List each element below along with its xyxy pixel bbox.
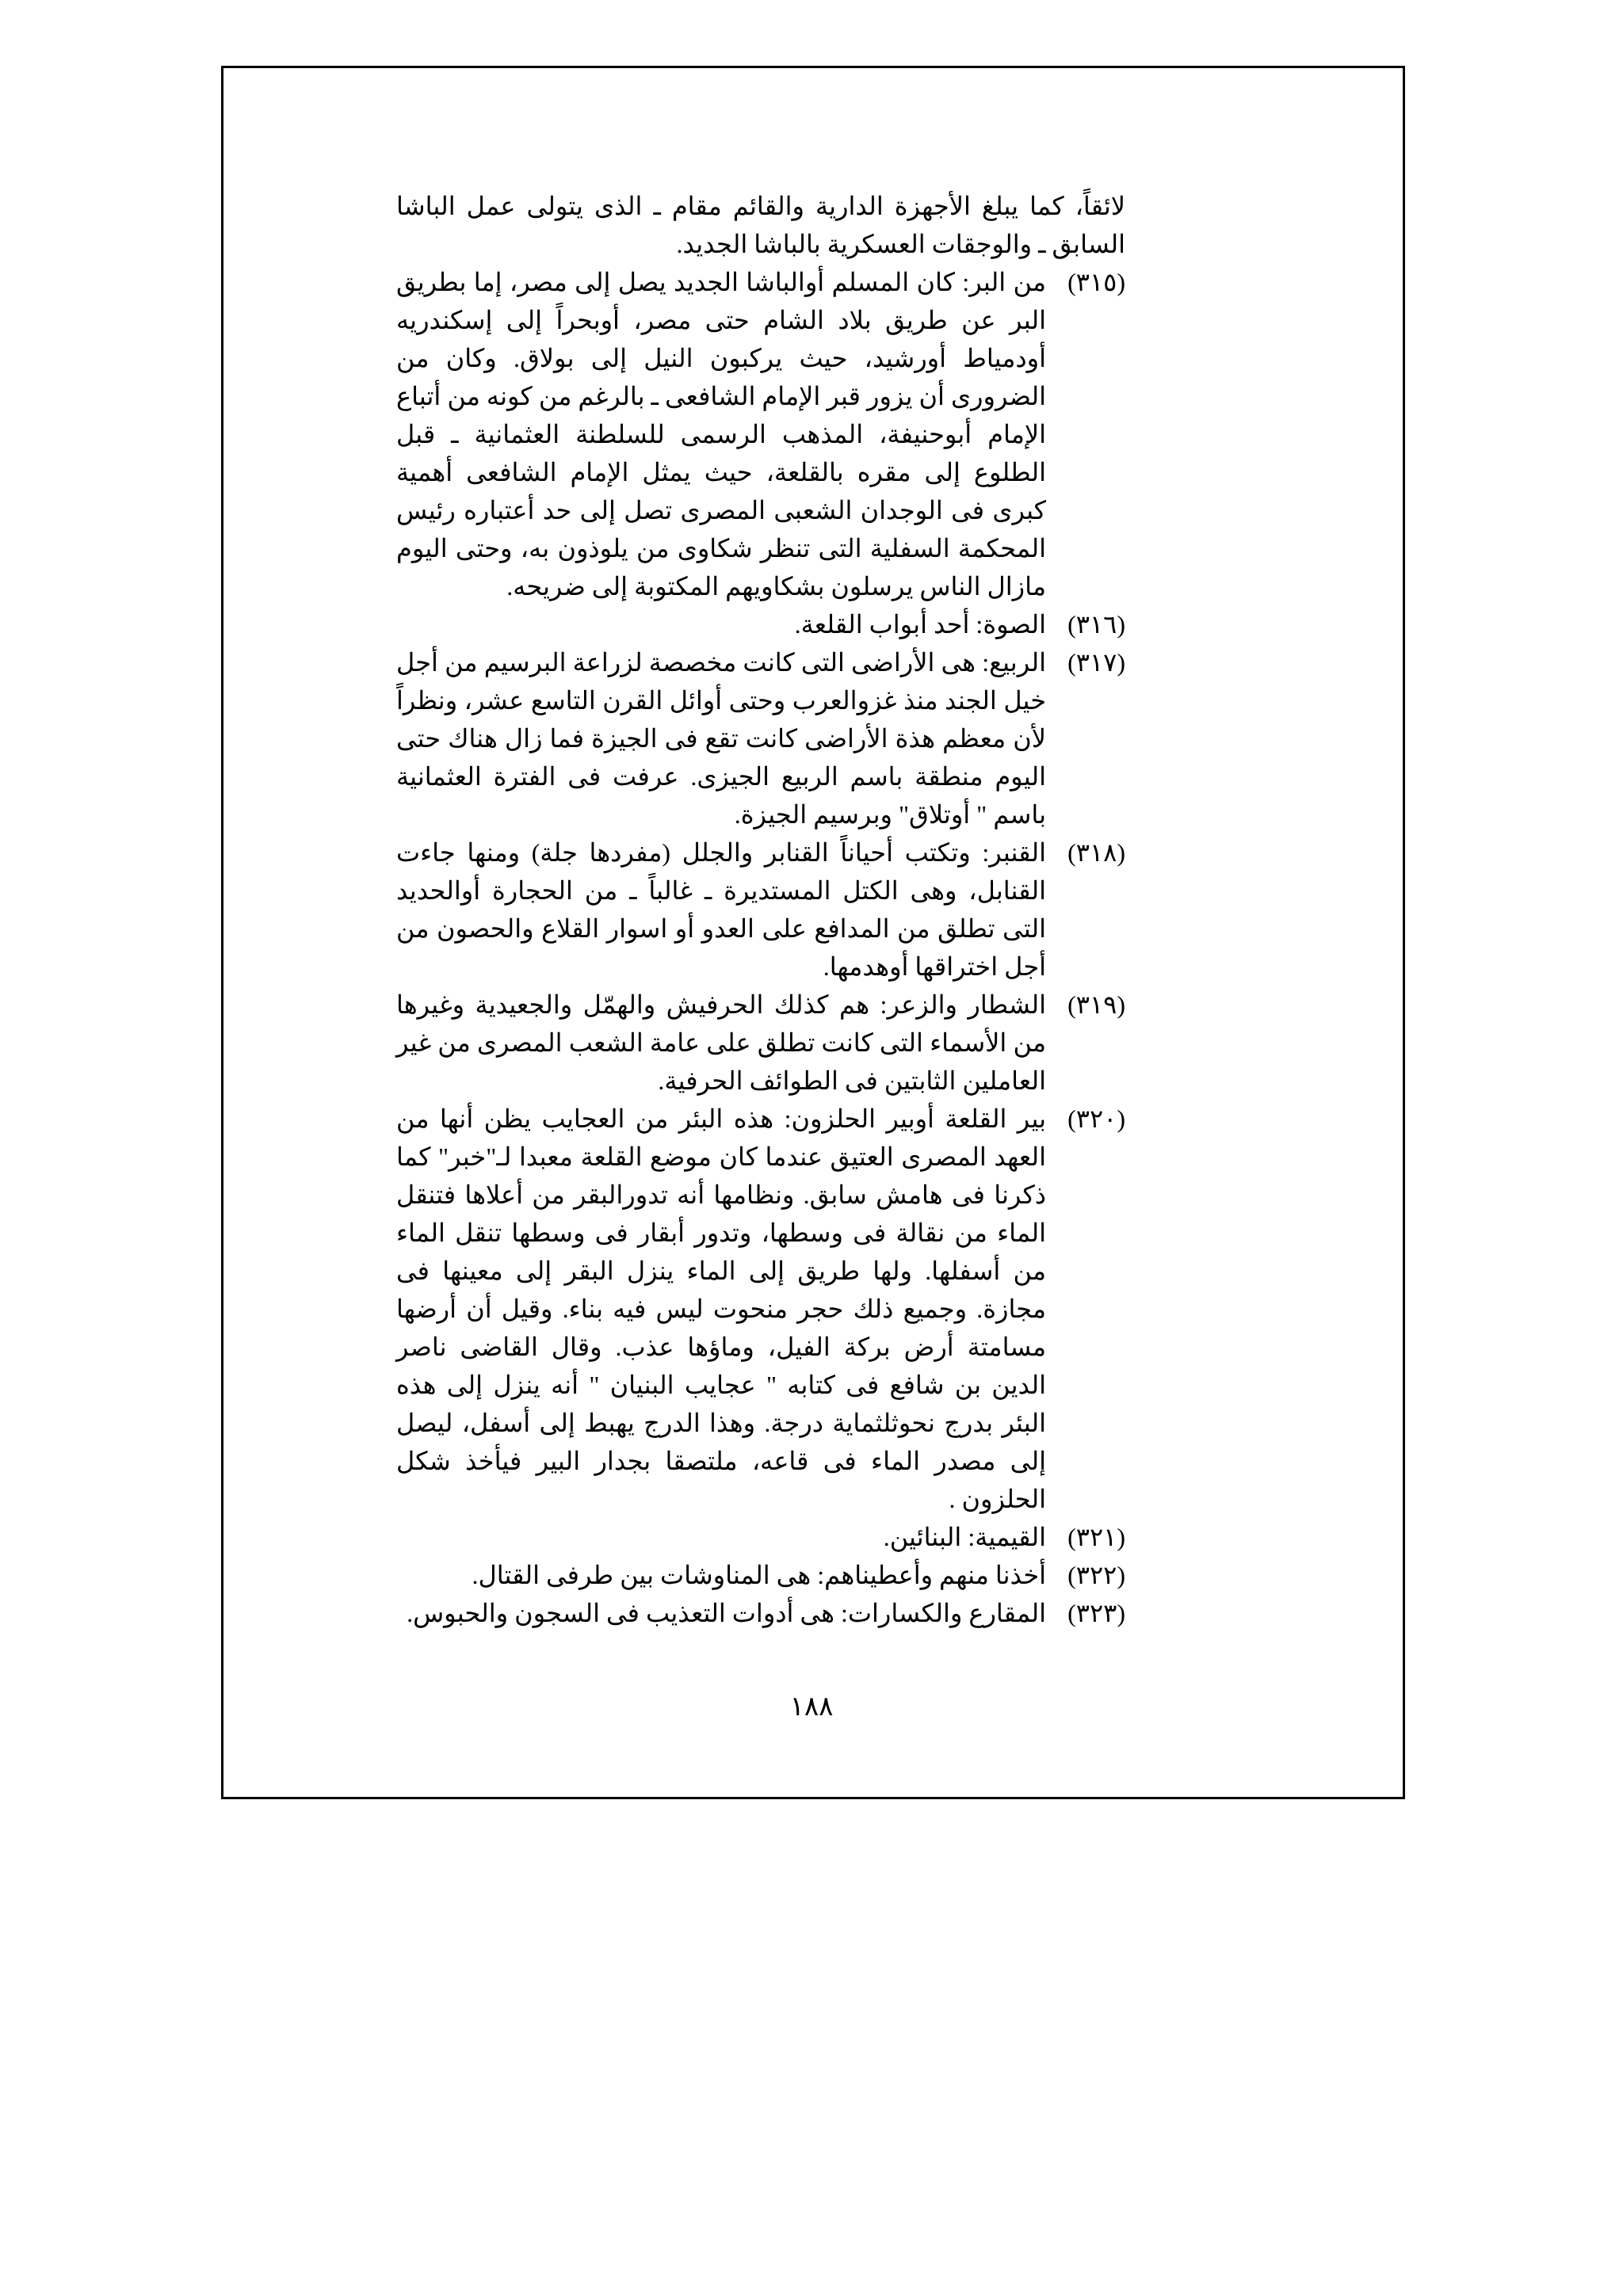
footnote-text: الشطار والزعر: هم كذلك الحرفيش والهمّل والجعيدية وغيرها من الأسماء التى كانت تطلق على عامة الشعب المصرى من غير العاملين الثابتين فى الطوائف الحرفية. (396, 990, 1047, 1095)
footnote-text: من البر: كان المسلم أوالباشا الجديد يصل إلى مصر، إما بطريق البر عن طريق بلاد الشام حتى مصر، أوبحراً إلى إسكندريه أودمياط أورشيد، حيث يركبون النيل إلى بولاق. وكان من الضرورى أن يزور قبر الإمام الشافعى ـ بالرغم من كونه من أتباع الإمام أبوحنيفة، المذهب الرسمى للسلطنة العثمانية ـ قبل الطلوع إلى مقره بالقلعة، حيث يمثل الإمام الشافعى أهمية كبرى فى الوجدان الشعبى المصرى تصل إلى حد أعتباره رئيس المحكمة السفلية التى تنظر شكاوى من يلوذون به، وحتى اليوم مازال الناس يرسلون بشكاويهم المكتوبة إلى ضريحه. (396, 268, 1047, 601)
footnote-text: القيمية: البنائين. (883, 1523, 1046, 1551)
footnote-number: (٣١٩) (1067, 990, 1125, 1019)
intro-text: لائقاً، كما يبلغ الأجهزة الدارية والقائم مقام ـ الذى يتولى عمل الباشا السابق ـ والوجقات العسكرية بالباشا الجديد. (396, 192, 1125, 258)
footnote-318 (396, 833, 1125, 986)
footnote-number: (٣٢٢) (1067, 1561, 1125, 1589)
footnote-text: الربيع: هى الأراضى التى كانت مخصصة لزراعة البرسيم من أجل خيل الجند منذ غزوالعرب وحتى أوائل القرن التاسع عشر، ونظراً لأن معظم هذة الأراضى كانت تقع فى الجيزة فما زال هناك حتى اليوم منطقة باسم الربيع الجيزى. عرفت فى الفترة العثمانية باسم " أوتلاق" وبرسيم الجيزة. (396, 648, 1046, 829)
footnote-322 (396, 1556, 1125, 1594)
footnote-number: (٣١٧) (1067, 648, 1125, 677)
footnote-text: أخذنا منهم وأعطيناهم: هى المناوشات بين طرفى القتال. (472, 1561, 1046, 1589)
footnote-number: (٣١٦) (1067, 610, 1125, 639)
footnote-320 (396, 1100, 1125, 1518)
footnote-321 (396, 1518, 1125, 1556)
footnote-text: الصوة: أحد أبواب القلعة. (794, 610, 1046, 639)
footnote-number: (٣١٥) (1067, 268, 1125, 296)
intro-paragraph (396, 187, 1125, 263)
footnote-text: القنبر: وتكتب أحياناً القنابر والجلل (مفردها جلة) ومنها جاءت القنابل، وهى الكتل المستديرة ـ غالباً ـ من الحجارة أوالحديد التى تطلق من المدافع على العدو أو اسوار القلاع والحصون من أجل اختراقها أوهدمها. (396, 838, 1047, 981)
footnote-number: (٣٢٣) (1067, 1599, 1125, 1627)
footnote-number: (٣٢٠) (1067, 1104, 1125, 1133)
page-number: ١٨٨ (789, 1692, 834, 1722)
footnote-319 (396, 986, 1125, 1100)
page-content (396, 187, 1125, 1632)
footnote-323 (396, 1594, 1125, 1632)
footnote-317 (396, 643, 1125, 833)
footnote-text: بير القلعة أوبير الحلزون: هذه البئر من العجايب يظن أنها من العهد المصرى العتيق عندما كان موضع القلعة معبدا لـ"خبر" كما ذكرنا فى هامش سابق. ونظامها أنه تدورالبقر من أعلاها فتنقل الماء من نقالة فى وسطها، وتدور أبقار فى وسطها تنقل الماء من أسفلها. ولها طريق إلى الماء ينزل البقر إلى معينها فى مجازة. وجميع ذلك حجر منحوت ليس فيه بناء. وقيل أن أرضها مسامتة أرض بركة الفيل، وماؤها عذب. وقال القاضى ناصر الدين بن شافع فى كتابه " عجايب البنيان " أنه ينزل إلى هذه البئر بدرج نحوثلثماية درجة. وهذا الدرج يهبط إلى أسفل، ليصل إلى مصدر الماء فى قاعه، ملتصقا بجدار البير فيأخذ شكل الحلزون . (396, 1104, 1047, 1513)
footnote-315 (396, 263, 1125, 605)
footnote-316 (396, 605, 1125, 643)
footnote-text: المقارع والكسارات: هى أدوات التعذيب فى السجون والحبوس. (407, 1599, 1046, 1627)
footnote-number: (٣٢١) (1067, 1523, 1125, 1551)
footnote-number: (٣١٨) (1067, 838, 1125, 867)
